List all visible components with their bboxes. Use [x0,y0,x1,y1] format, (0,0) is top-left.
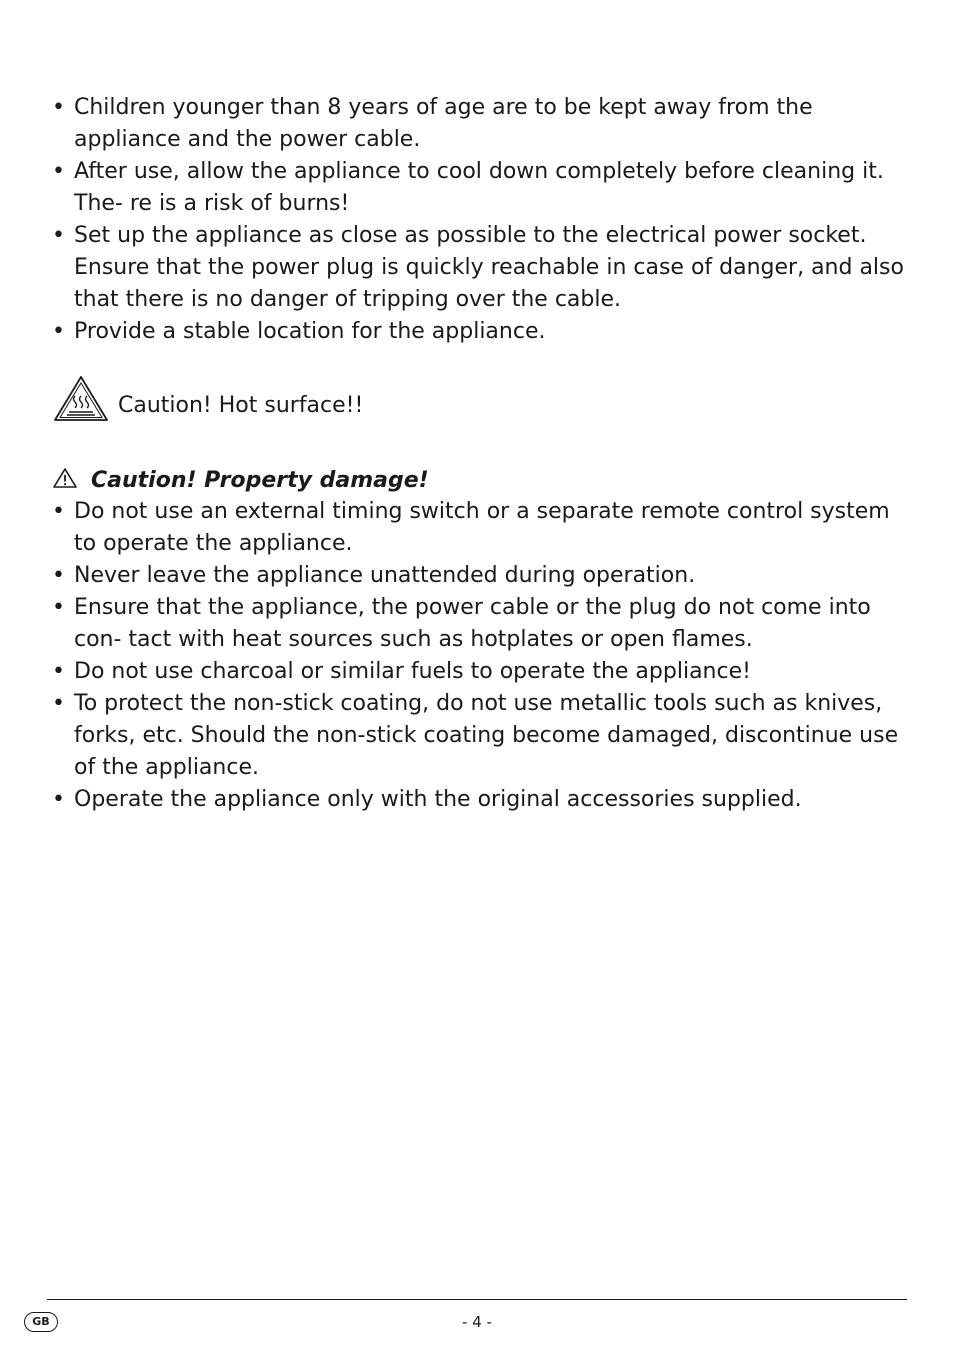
property-damage-heading [52,464,912,496]
list-item [52,156,912,220]
list-item-text: Never leave the appliance unattended during operation. [74,563,696,588]
list-item-text: Do not use an external timing switch or a separate remote control system to operate the appliance. [74,499,890,556]
list-item-text: Children younger than 8 years of age are to be kept away from the appliance and the power cable. [74,95,813,152]
bullet: • [52,787,65,812]
property-damage-list [52,496,912,816]
bullet: • [52,223,65,248]
hot-surface-label: Caution! Hot surface!! [118,393,364,418]
page-content [52,92,912,816]
bullet: • [52,499,65,524]
footer-divider [47,1299,907,1300]
list-item [52,592,912,656]
list-item [52,220,912,316]
hot-surface-notice [52,374,912,424]
country-badge: GB [24,1312,58,1332]
list-item [52,496,912,560]
list-item [52,784,912,816]
hot-surface-warning-icon [52,374,110,424]
bullet: • [52,319,65,344]
warning-triangle-icon [52,467,78,493]
property-damage-title: Caution! Property damage! [91,467,429,493]
list-item-text: Operate the appliance only with the original accessories supplied. [74,787,802,812]
list-item [52,560,912,592]
list-item-text: Set up the appliance as close as possible to the electrical power socket. Ensure that the power plug is quickly reachable in case of danger, and also that there is no danger of tripping over the cable. [74,223,904,312]
bullet: • [52,691,65,716]
list-item-text: Ensure that the appliance, the power cable or the plug do not come into con- tact with heat sources such as hotplates or open flames. [74,595,871,652]
list-item-text: After use, allow the appliance to cool down completely before cleaning it. The- re is a risk of burns! [74,159,884,216]
bullet: • [52,563,65,588]
page-number: - 4 - [462,1313,492,1331]
list-item-text: To protect the non-stick coating, do not use metallic tools such as knives, forks, etc. Should the non-stick coating become damaged, discontinue use of the appliance. [74,691,899,780]
bullet: • [52,159,65,184]
list-item-text: Provide a stable location for the appliance. [74,319,546,344]
bullet: • [52,95,65,120]
bullet: • [52,659,65,684]
list-item-text: Do not use charcoal or similar fuels to operate the appliance! [74,659,751,684]
safety-list [52,92,912,348]
list-item [52,92,912,156]
list-item [52,688,912,784]
list-item [52,316,912,348]
bullet: • [52,595,65,620]
list-item [52,656,912,688]
